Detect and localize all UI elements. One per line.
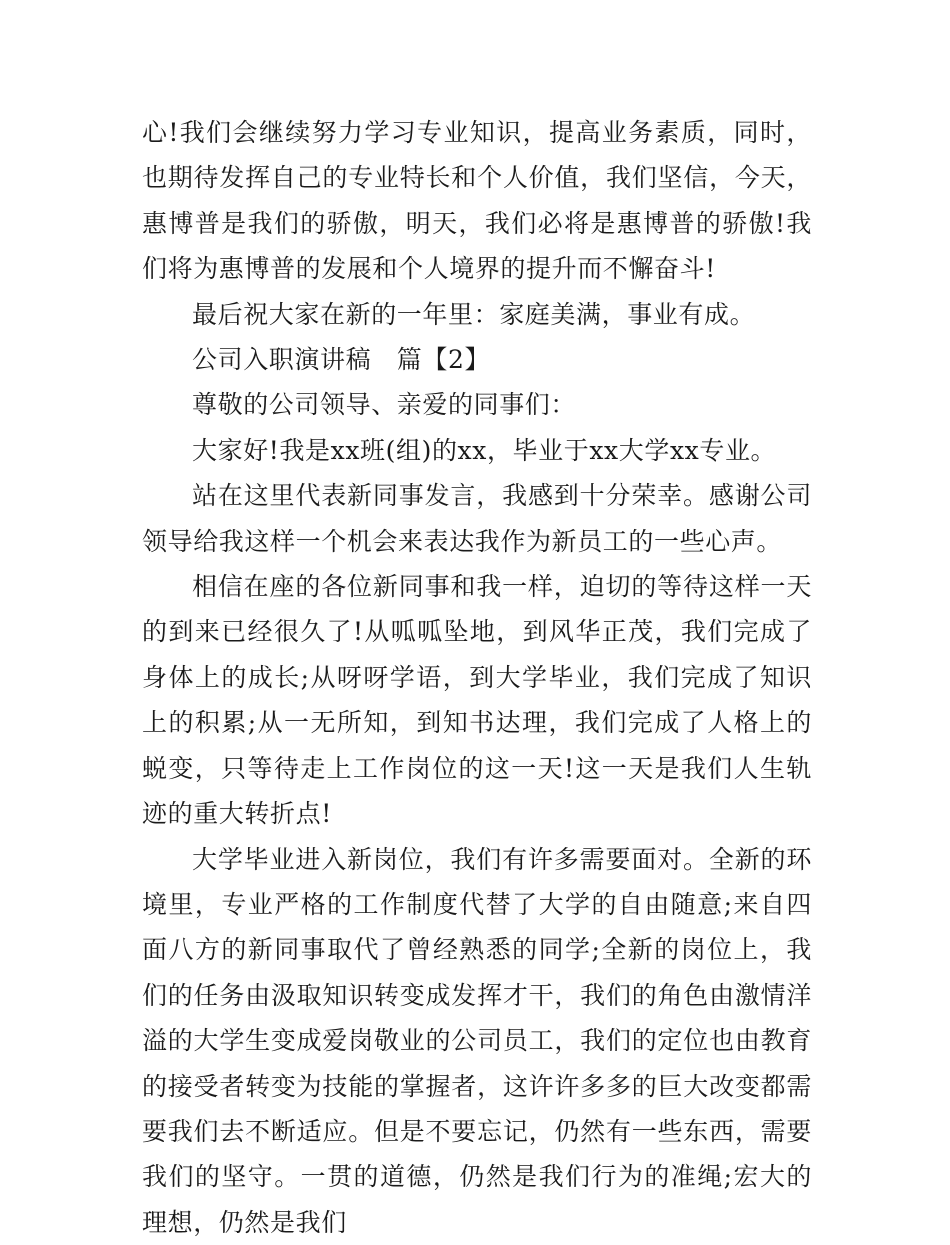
section-heading: 公司入职演讲稿 篇【2】 [142, 337, 812, 382]
paragraph-greeting: 大家好!我是xx班(组)的xx，毕业于xx大学xx专业。 [142, 428, 812, 473]
paragraph-continuation: 心!我们会继续努力学习专业知识，提高业务素质，同时，也期待发挥自己的专业特长和个人价值，我们坚信，今天，惠博普是我们的骄傲，明天，我们必将是惠博普的骄傲!我们将为惠博普的发展和个人境界的提升而不懈奋斗! [142, 110, 812, 292]
paragraph-honor: 站在这里代表新同事发言，我感到十分荣幸。感谢公司领导给我这样一个机会来表达我作为新员工的一些心声。 [142, 473, 812, 564]
paragraph-new-post: 大学毕业进入新岗位，我们有许多需要面对。全新的环境里，专业严格的工作制度代替了大学的自由随意;来自四面八方的新同事取代了曾经熟悉的同学;全新的岗位上，我们的任务由汲取知识转变成发挥才干，我们的角色由激情洋溢的大学生变成爱岗敬业的公司员工，我们的定位也由教育的接受者转变为技能的掌握者，这许许多多的巨大改变都需要我们去不断适应。但是不要忘记，仍然有一些东西，需要我们的坚守。一贯的道德，仍然是我们行为的准绳;宏大的理想，仍然是我们 [142, 837, 812, 1245]
paragraph-closing-wish: 最后祝大家在新的一年里：家庭美满，事业有成。 [142, 292, 812, 337]
paragraph-salutation: 尊敬的公司领导、亲爱的同事们： [142, 382, 812, 427]
paragraph-waiting-day: 相信在座的各位新同事和我一样，迫切的等待这样一天的到来已经很久了!从呱呱坠地，到风华正茂，我们完成了身体上的成长;从呀呀学语，到大学毕业，我们完成了知识上的积累;从一无所知，到知书达理，我们完成了人格上的蜕变，只等待走上工作岗位的这一天!这一天是我们人生轨迹的重大转折点! [142, 564, 812, 836]
document-body [142, 110, 812, 1245]
